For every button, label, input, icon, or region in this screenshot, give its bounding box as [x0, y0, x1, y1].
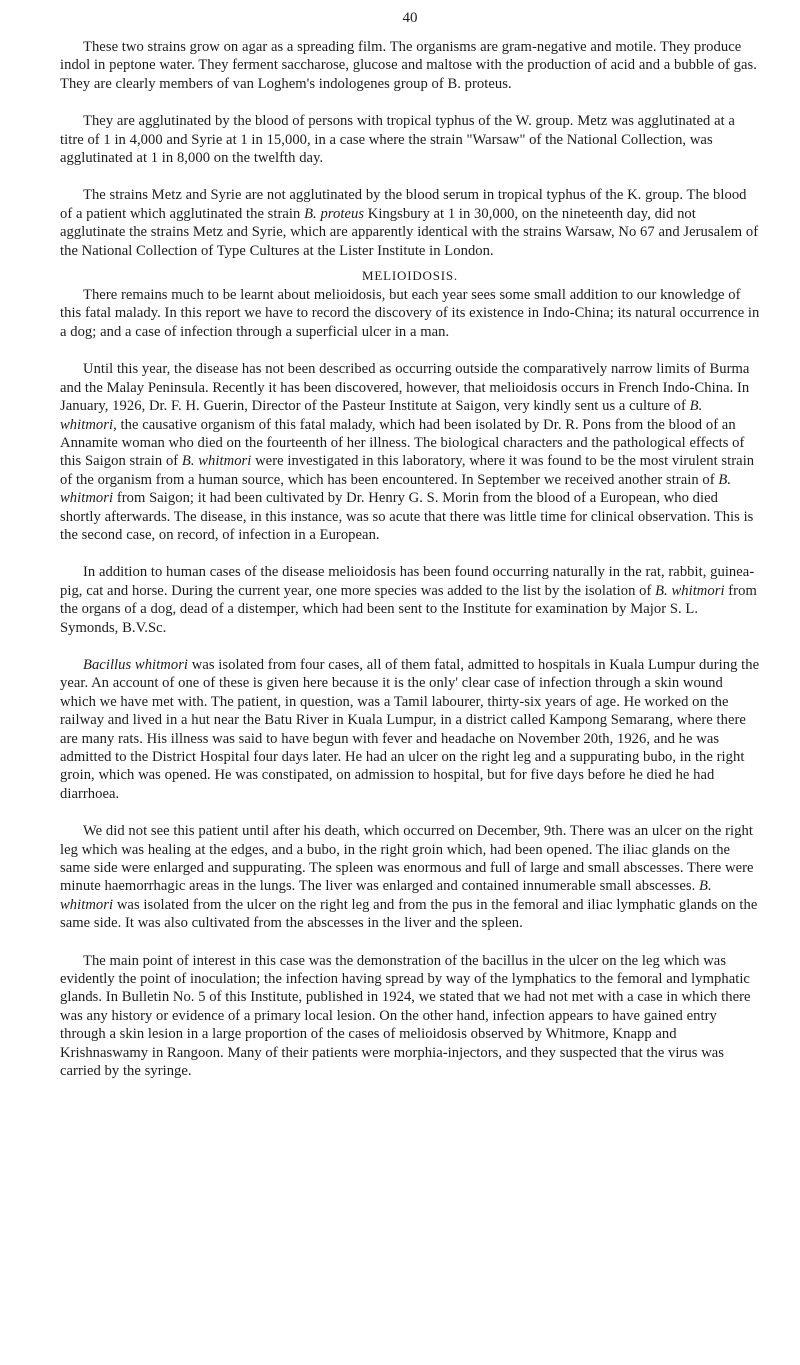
paragraph-text: were investigated in this laboratory, where it was found to be the most virulent strain of the organism from a human source, which has been encountered. In September we received another strain of — [60, 453, 755, 488]
paragraph-melioidosis-intro — [60, 286, 760, 341]
paragraph-text: from the organs of a dog, dead of a distemper, which had been sent to the Institute for examination by Major S. L. Symonds, B.V.Sc. — [60, 582, 757, 636]
paragraph-kuala-lumpur-case — [60, 656, 760, 803]
paragraph-indo-china — [60, 360, 760, 544]
paragraph-text: Until this year, the disease has not been described as occurring outside the comparatively narrow limits of Burma and the Malay Peninsula. Recently it has been discovered, however, that melioidosis occurs in French Indo-China. In January, 1926, Dr. F. H. Guerin, Director of the Pasteur Institute at Saigon, very kindly sent us a culture of — [60, 361, 750, 415]
page-number: 40 — [402, 10, 418, 26]
organism-name: Bacillus whitmori — [83, 656, 189, 673]
paragraph-text: from Saigon; it had been cultivated by Dr. Henry G. S. Morin from the blood of a European, who died shortly afterwards. The disease, in this instance, was so acute that there was little time for clinical observation. This is the second case, on record, of infection in a European. — [60, 490, 754, 543]
paragraph-text: There remains much to be learnt about melioidosis, but each year sees some small addition to our knowledge of this fatal malady. In this report we have to record the discovery of its existence in Indo-China; its natural occurrence in a dog; and a case of infection through a superficial ulcer in a man. — [60, 287, 760, 340]
paragraph-text: These two strains grow on agar as a spreading film. The organisms are gram-negative and motile. They produce indol in peptone water. They ferment saccharose, glucose and maltose with the production of acid and a bubble of gas. They are clearly members of van Loghem's indologenes group of B. proteus. — [60, 39, 757, 92]
organism-name: B. proteus — [304, 205, 365, 222]
paragraph-text: We did not see this patient until after his death, which occurred on December, 9th. There was an ulcer on the right leg which was healing at the edges, and a bubo, in the right groin which, had been opened. The iliac glands on the same side were enlarged and suppurating. The spleen was enormous and full of large and small abscesses. There were minute haemorrhagic areas in the lungs. The liver was enlarged and contained innumerable small abscesses. — [60, 823, 754, 895]
section-heading-melioidosis: MELIOIDOSIS. — [362, 268, 458, 284]
paragraph-text: was isolated from the ulcer on the right leg and from the pus in the femoral and iliac lymphatic glands on the same side. It was also cultivated from the abscesses in the liver and the spleen. — [60, 896, 758, 932]
document-page — [60, 10, 760, 1100]
organism-name: B. whitmori — [60, 878, 712, 913]
paragraph-text: The main point of interest in this case was the demonstration of the bacillus in the ulcer on the leg which was evidently the point of inoculation; the infection having spread by way of the lymphatics to the femoral and lymphatic glands. In Bulletin No. 5 of this Institute, published in 1924, we stated that we had not met with a case in which there was any history or evidence of a primary local lesion. On the other hand, infection appears to have gained entry through a skin lesion in a large proportion of the cases of melioidosis observed by Whitmore, Knapp and Krishnaswamy in Rangoon. Many of their patients were morphia-injectors, and they suspected that the virus was carried by the syringe. — [60, 952, 751, 1080]
paragraph-animal-cases — [60, 563, 760, 637]
paragraph-text: They are agglutinated by the blood of persons with tropical typhus of the W. group. Metz was agglutinated at a titre of 1 in 4,000 and Syrie at 1 in 15,000, in a case where the strain "Warsaw" of the National Collection, was agglutinated at 1 in 8,000 on the twelfth day. — [60, 113, 735, 167]
paragraph-text: In addition to human cases of the disease melioidosis has been found occurring naturally in the rat, rabbit, guinea-pig, cat and horse. During the current year, one more species was added to the list by the isolation of — [60, 564, 755, 599]
paragraph-text: Kingsbury at 1 in 30,000, on the nineteenth day, did not agglutinate the strains Metz and Syrie, which are apparently identical with the strains Warsaw, No 67 and Jerusalem of the National Collection of Type Cultures at the Lister Institute in London. — [60, 205, 759, 259]
paragraph-post-mortem — [60, 822, 760, 932]
organism-name: B. whitmori — [60, 471, 732, 507]
organism-name: B. whitmori — [181, 453, 252, 470]
paragraph-text: The strains Metz and Syrie are not agglutinated by the blood serum in tropical typhus of the K. group. The blood of a patient which agglutinated the strain — [60, 187, 747, 222]
paragraph-text: was isolated from four cases, all of them fatal, admitted to hospitals in Kuala Lumpur during the year. An account of one of these is given here because it is the only' clear case of infection through a skin wound which we have met with. The patient, in question, was a Tamil labourer, thirty-six years of age. He worked on the railway and lived in a hut near the Batu River in Kuala Lumpur, in a district called Kampong Semarang, where there are many rats. His illness was said to have begun with fever and headache on November 20th, 1926, and he was admitted to the District Hospital four days later. He had an ulcer on the right leg and a suppurating bubo, in the right groin, which was opened. He was constipated, on admission to hospital, but for five days before he died he had diarrhoea. — [60, 656, 760, 802]
paragraph-main-point — [60, 952, 760, 1081]
paragraph-agglutination-w-group — [60, 112, 760, 167]
paragraph-text: the causative organism of this fatal malady, which had been isolated by Dr. R. Pons from the blood of an Annamite woman who died on the fourteenth of her illness. The biological characters and the pathological effects of this Saigon strain of — [60, 416, 745, 470]
paragraph-strain-growth — [60, 38, 760, 93]
paragraph-agglutination-k-group — [60, 186, 760, 260]
organism-name: B. whitmori — [655, 582, 725, 599]
organism-name: B. whitmori, — [60, 398, 703, 433]
